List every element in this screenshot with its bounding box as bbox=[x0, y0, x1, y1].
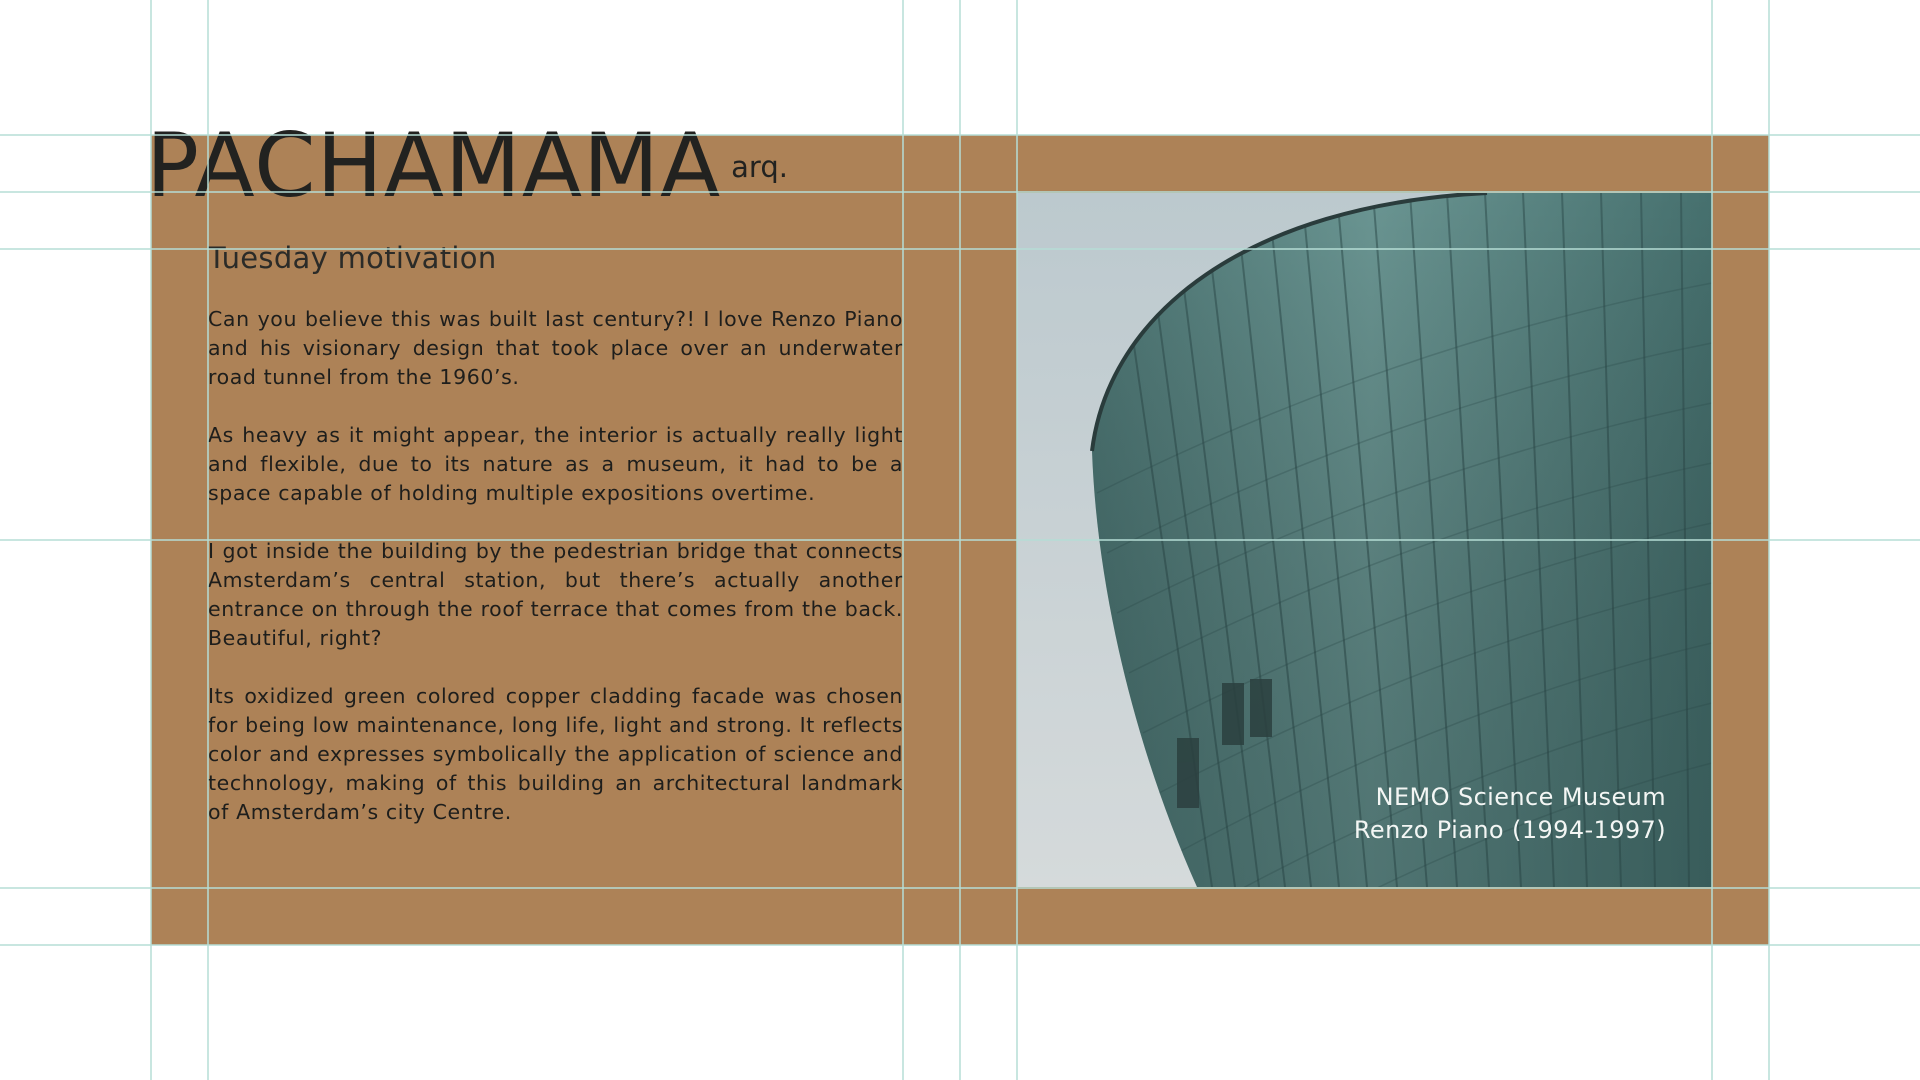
post-paragraph-4: Its oxidized green colored copper cladding facade was chosen for being low maintenance, long life, light and strong. It reflects color and expresses symbolically the application of science and technology, making of this building an architectural landmark of Amsterdam’s city Centre. bbox=[208, 684, 903, 824]
brand-logo bbox=[146, 110, 788, 217]
caption-title: NEMO Science Museum bbox=[1375, 783, 1666, 811]
post-paragraph-3: I got inside the building by the pedestrian bridge that connects Amsterdam’s central station, but there’s actually another entrance on through the roof terrace that comes from the back. Beautiful, right? bbox=[208, 539, 903, 650]
post-body bbox=[208, 305, 903, 856]
brand-name: PACHAMAMA bbox=[146, 114, 722, 217]
building-photo bbox=[1017, 193, 1712, 887]
caption-credit: Renzo Piano (1994-1997) bbox=[1353, 816, 1666, 844]
post-title: Tuesday motivation bbox=[208, 241, 497, 275]
post-paragraph-2: As heavy as it might appear, the interior is actually really light and flexible, due to its nature as a museum, it had to be a space capable of holding multiple expositions overtime. bbox=[208, 423, 903, 505]
photo-caption bbox=[1354, 781, 1666, 847]
brand-suffix: arq. bbox=[731, 150, 788, 184]
post-paragraph-1: Can you believe this was built last century?! I love Renzo Piano and his visionary design that took place over an underwater road tunnel from the 1960’s. bbox=[208, 307, 903, 389]
